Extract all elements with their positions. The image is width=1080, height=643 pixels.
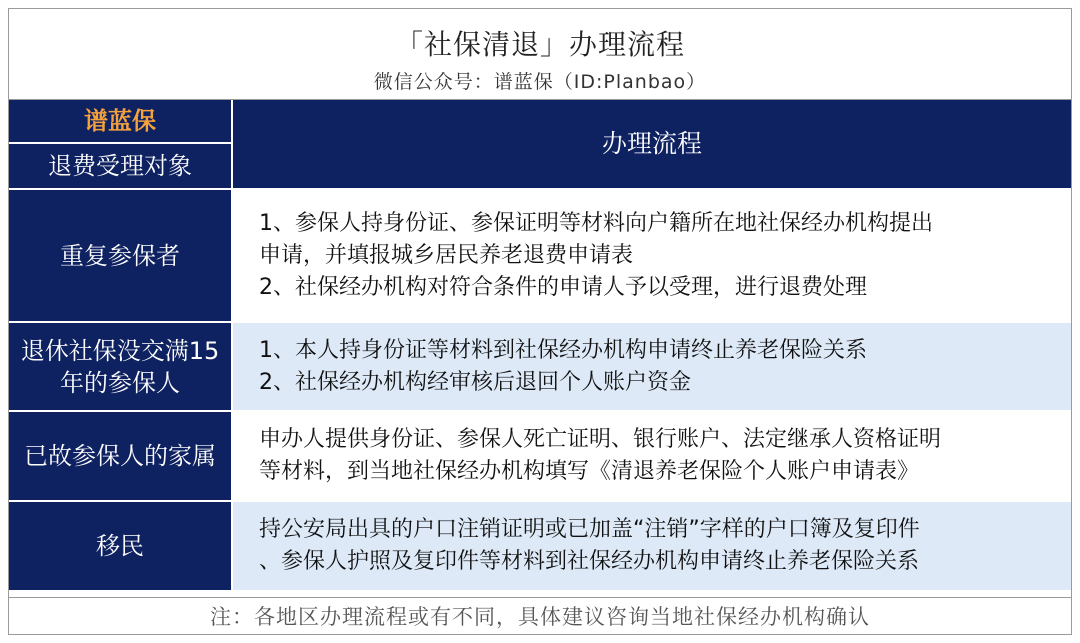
col2-header: 办理流程 xyxy=(231,100,1071,188)
table-header-left xyxy=(9,100,231,188)
brand-label: 谱蓝保 xyxy=(9,99,231,144)
process-line: 2、社保经办机构对符合条件的申请人予以受理，进行退费处理 xyxy=(259,274,867,300)
process-line: 申请，并填报城乡居民养老退费申请表 xyxy=(259,242,634,268)
process-line: 、参保人护照及复印件等材料到社保经办机构申请终止养老保险关系 xyxy=(259,549,920,574)
page-title: 「社保清退」办理流程 xyxy=(394,28,685,61)
process-line: 1、本人持身份证等材料到社保经办机构申请终止养老保险关系 xyxy=(259,337,867,363)
table-row xyxy=(9,502,1071,592)
footer-note: 注：各地区办理流程或有不同，具体建议咨询当地社保经办机构确认 xyxy=(9,597,1071,635)
table-row xyxy=(9,323,1071,412)
row-process xyxy=(231,412,1071,500)
row-process xyxy=(231,323,1071,410)
process-line: 等材料，到当地社保经办机构填写《清退养老保险个人账户申请表》 xyxy=(259,459,920,484)
table-row xyxy=(9,412,1071,502)
document-frame xyxy=(8,8,1072,635)
row-target: 移民 xyxy=(9,502,231,590)
target-line: 年的参保人 xyxy=(59,368,180,397)
row-process xyxy=(231,502,1071,590)
process-line: 2、社保经办机构经审核后退回个人账户资金 xyxy=(259,369,691,395)
table-header-row xyxy=(9,100,1071,190)
title-block xyxy=(9,9,1071,100)
row-target xyxy=(9,323,231,410)
target-line: 退休社保没交满15 xyxy=(20,336,220,365)
row-process xyxy=(231,190,1071,321)
page-subtitle: 微信公众号：谱蓝保（ID:Planbao） xyxy=(373,71,707,93)
row-target: 已故参保人的家属 xyxy=(9,412,231,500)
process-line: 持公安局出具的户口注销证明或已加盖“注销”字样的户口簿及复印件 xyxy=(259,517,920,542)
process-line: 申办人提供身份证、参保人死亡证明、银行账户、法定继承人资格证明 xyxy=(259,427,942,452)
process-table xyxy=(9,100,1071,592)
col1-header: 退费受理对象 xyxy=(48,152,192,180)
table-row xyxy=(9,190,1071,323)
process-line: 1、参保人持身份证、参保证明等材料向户籍所在地社保经办机构提出 xyxy=(259,210,933,236)
row-target: 重复参保者 xyxy=(9,190,231,321)
